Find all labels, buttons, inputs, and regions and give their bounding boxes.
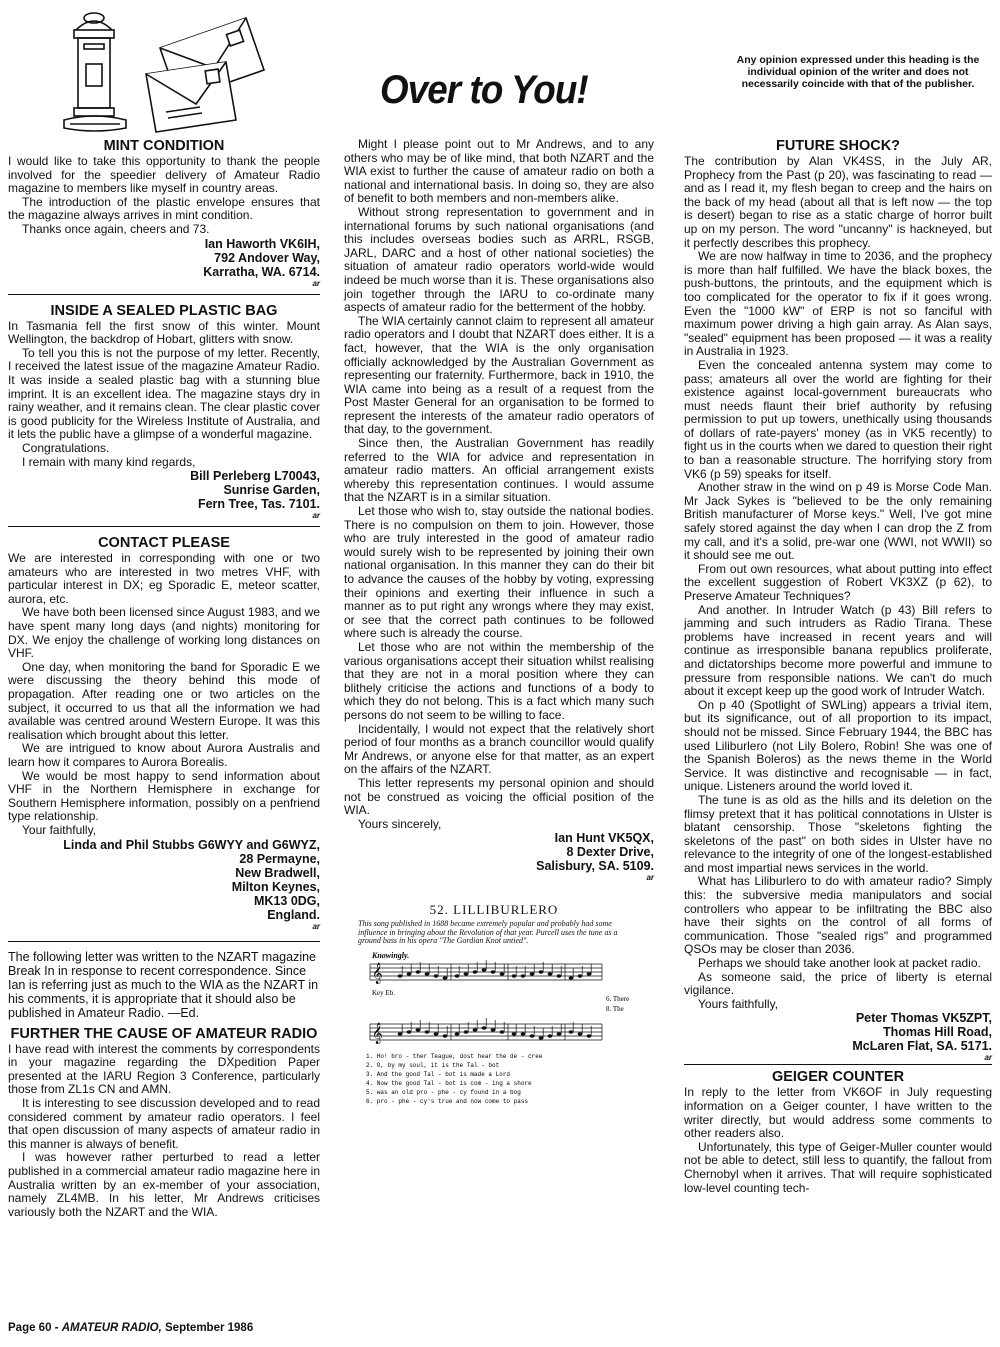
letter-paragraph: We have both been licensed since August 1983, and we have spent many long days (and nights) monitoring for DX. We enjoy the challenge of working long distances on VHF. bbox=[8, 605, 320, 661]
staff-1-notes bbox=[398, 960, 592, 980]
letter-title: MINT CONDITION bbox=[103, 138, 225, 154]
note-head bbox=[455, 1032, 460, 1036]
letter-paragraph: We are now halfway in time to 2036, and the prophecy is more than half fulfilled. We have the black boxes, the push-buttons, the printouts, and the equipment which is too complicated for the operator to fix if it goes wrong. Even the "1000 kW" of ERP is not so fanciful with maximum power driving a high gain array. As Alan says, "sealed" equipment has been proposed — it was a reality in Australia in 1923. bbox=[684, 249, 992, 359]
end-mark: ar bbox=[646, 873, 654, 883]
letter-paragraph: From out own resources, what about putting into effect the excellent suggestion of Robert VK3XZ (p 62), to Preserve Amateur Techniques? bbox=[684, 561, 992, 603]
verse-marker: 8. The bbox=[606, 1005, 624, 1014]
column-2 bbox=[344, 138, 654, 1144]
letter-mint-condition bbox=[8, 138, 320, 288]
letter-signature: Karratha, WA. 6714. bbox=[203, 264, 320, 279]
letter-paragraph: We are interested in corresponding with one or two amateurs who are interested in two metres VHF, with particular interest in DX; eg Sporadic E, meteor scatter, aurora, etc. bbox=[8, 551, 320, 606]
letter-paragraph: Your faithfully, bbox=[22, 822, 97, 837]
section-divider bbox=[8, 526, 320, 527]
letter-sealed-plastic-bag bbox=[8, 303, 320, 521]
letter-paragraph: To tell you this is not the purpose of my letter. Recently, I received the latest issue of the magazine Amateur Radio. It was inside a sealed plastic bag with a stunning blue imprint. It is an excellent idea. The magazine stays dry in rainy weather, and it remains clean. The clear plastic cover is good publicity for the Wireless Institute of Australia, and it lets the public have a glimpse of a wonderful magazine. bbox=[8, 345, 320, 442]
note-head bbox=[464, 1030, 469, 1034]
letter-signature: McLaren Flat, SA. 5171. bbox=[852, 1039, 992, 1054]
page-title: Over to You! bbox=[380, 68, 588, 112]
end-mark: ar bbox=[984, 1053, 992, 1063]
letter-paragraph: One day, when monitoring the band for Sporadic E we were discussing the theory behind this mode of propagation. After reading one or two articles on the subject, it occurred to us that all the information we had available was centred around Western Europe. It was this realisation which brought about this letter. bbox=[8, 659, 320, 742]
letter-paragraph: Another straw in the wind on p 49 is Morse Code Man. Mr Jack Sykes is "believed to be the only remaining British manufacturer of Morse keys." Well, I've got mine safely stored against the day when I can drop the Z from my call, and it's a solid, pre-war one (WWI, not WWII) so it should see me out. bbox=[684, 480, 992, 563]
letter-paragraph: We would be most happy to send information about VHF in the Northern Hemisphere in exchange for Southern Hemisphere information, possibly on a penfriend type relationship. bbox=[8, 768, 320, 824]
note-head bbox=[407, 1030, 412, 1034]
letter-signature: Fern Tree, Tas. 7101. bbox=[197, 497, 320, 512]
letter-paragraph: Unfortunately, this type of Geiger-Muller counter would not be able to detect, still less to quantify, the fallout from Chernobyl when it arrives. That will require sophisticated low-level counting tech- bbox=[684, 1139, 992, 1195]
letter-geiger-counter bbox=[684, 1069, 992, 1195]
note-head bbox=[587, 972, 592, 976]
letter-paragraph: In Tasmania fell the first snow of this winter. Mount Wellington, the backdrop of Hobart, glitters with snow. bbox=[8, 318, 320, 347]
note-head bbox=[557, 1032, 562, 1036]
note-head bbox=[587, 1034, 592, 1038]
letter-paragraph: It is interesting to see discussion developed and to read considered comment by amateur radio operators. I feel that open discussion of many aspects of amateur radio in this manner is always of benefit. bbox=[8, 1095, 320, 1151]
issue-date: September 1986 bbox=[165, 1322, 254, 1334]
end-mark: ar bbox=[312, 511, 320, 521]
letter-title: FURTHER THE CAUSE OF AMATEUR RADIO bbox=[10, 1025, 318, 1042]
letter-paragraph: Yours sincerely, bbox=[358, 816, 442, 831]
letter-paragraph: Let those who wish to, stay outside the national bodies. There is no compulsion on them to join. However, those who are truly interested in the good of amateur radio would surely wish to be represented by joining their own national organisation. In this manner they can do their bit to advance the causes of the hobby by voting, expressing their opinions and exerting their influence in such a manner as to put right any wrongs where they may exist, or see that the correct path continues to be followed where such is already the course. bbox=[344, 504, 654, 641]
letter-paragraph: The tune is as old as the hills and its deletion on the flimsy pretext that it has political connotations in Ulster is blatant censorship. Those "skeletons fighting the skeletons of the past" on both sides in Ulster have no relevance to the integrity of one of the longest-established and most impartial news services in the world. bbox=[684, 792, 992, 875]
note-head bbox=[569, 1030, 574, 1034]
note-head bbox=[512, 1032, 517, 1036]
note-head bbox=[473, 970, 478, 974]
song-lyrics bbox=[366, 1053, 543, 1105]
letter-paragraph: As someone said, the price of liberty is eternal vigilance. bbox=[684, 969, 992, 998]
editorial-disclaimer: Any opinion expressed under this heading is the individual opinion of the writer and does not necessarily coincide with that of the publisher. bbox=[736, 54, 980, 90]
note-head bbox=[443, 976, 448, 980]
staff-2-notes bbox=[398, 1018, 592, 1040]
note-head bbox=[539, 1036, 544, 1040]
note-head bbox=[557, 974, 562, 978]
lyric-line: 3. And the good Tal - bot is made a Lord bbox=[366, 1071, 511, 1079]
note-head bbox=[512, 974, 517, 978]
note-head bbox=[455, 974, 460, 978]
letter-signature: Linda and Phil Stubbs G6WYY and G6WYZ, bbox=[63, 837, 320, 852]
lilliburlero-sheet-music bbox=[344, 902, 644, 1144]
letter-paragraph: Let those who are not within the membership of the various organisations accept their situation whilst realising that they are not in a moral position where they can blithely criticise the actions and functions of a body to which they do not belong. This is a fact which many such persons do not seem to be willing to face. bbox=[344, 639, 654, 722]
letter-paragraph: Congratulations. bbox=[22, 440, 110, 455]
music-title: 52. LILLIBURLERO bbox=[429, 902, 559, 918]
column-3 bbox=[684, 138, 992, 1195]
letter-signature: England. bbox=[267, 907, 320, 922]
letter-paragraph: I was however rather perturbed to read a letter published in a commercial amateur radio magazine here in Australia written by an ex-member of your association, namely ZL4MB. In his letter, Mr Andrews criticises variously both the NZART and the WIA. bbox=[8, 1150, 320, 1219]
letter-paragraph: Yours faithfully, bbox=[698, 996, 779, 1011]
letter-paragraph: The WIA certainly cannot claim to represent all amateur radio operators and I doubt that NZART does either. It is a fact, however, that the WIA is the only organisation officially acknowledged by the Australian Government as representing our fraternity. Furthermore, back in 1910, the WIA came into being as a result of a request from the Post Master General for an organisation to be formed to represent the interests of the amateur radio operators of that day, to the government. bbox=[344, 313, 654, 437]
letter-paragraph: And another. In Intruder Watch (p 43) Bill refers to jamming and such intruders as Radio Tirana. These problems have increased in recent years and will continue as irresponsible banana republics proliferate, and dictatorships become more powerful and immune to pressure from responsible nations. We can't do much about it except keep up the good work of Intruder Watch. bbox=[684, 602, 992, 699]
note-head bbox=[482, 1026, 487, 1030]
note-head bbox=[578, 1032, 583, 1036]
page-header bbox=[0, 0, 1000, 140]
page-footer bbox=[8, 1322, 253, 1334]
letter-paragraph: I would like to take this opportunity to thank the people involved for the speedier delivery of Amateur Radio magazine to members like myself in country areas. bbox=[8, 154, 320, 196]
lyric-line: 6. pro - phe - cy's true and now come to pass bbox=[366, 1098, 529, 1106]
lyric-line: 2. O, by my soul, it is the Tal - bot bbox=[366, 1062, 500, 1070]
letter-paragraph: Perhaps we should take another look at packet radio. bbox=[698, 956, 981, 971]
treble-clef-icon: 𝄞 bbox=[372, 963, 383, 985]
section-divider bbox=[684, 1064, 992, 1065]
note-head bbox=[530, 972, 535, 976]
lyric-line: 4. Now the good Tal - bot is com - ing a shore bbox=[366, 1080, 532, 1088]
letter-signature: Ian Hunt VK5QX, bbox=[554, 831, 654, 846]
note-head bbox=[500, 1030, 505, 1034]
letter-paragraph: Might I please point out to Mr Andrews, and to any others who may be of like mind, that both NZART and the WIA exist to further the cause of amateur radio on both a national and international basis. In doing so, they are also of benefit to both members and non-members alike. bbox=[344, 137, 654, 206]
letter-paragraph: I remain with many kind regards, bbox=[22, 454, 196, 469]
note-head bbox=[434, 1032, 439, 1036]
note-head bbox=[473, 1028, 478, 1032]
letter-title: INSIDE A SEALED PLASTIC BAG bbox=[50, 302, 278, 319]
note-head bbox=[416, 1028, 421, 1032]
note-head bbox=[539, 970, 544, 974]
letter-title: CONTACT PLEASE bbox=[98, 535, 230, 552]
note-head bbox=[548, 972, 553, 976]
letter-paragraph: What has Liliburlero to do with amateur radio? Simply this: the subversive media manipulators and social controllers who appear to be infiltrating the BBC also have their sights on the control of all forms of communication. Those "sealed rigs" and programmed QSOs may be closer than 2036. bbox=[684, 874, 992, 957]
letter-paragraph: In reply to the letter from VK6OF in July requesting information on a Geiger counter, I have written to the writer directly, but would address some comments to other readers also. bbox=[684, 1085, 992, 1141]
note-head bbox=[407, 972, 412, 976]
note-head bbox=[425, 1030, 430, 1034]
note-head bbox=[416, 970, 421, 974]
letter-title: GEIGER COUNTER bbox=[771, 1069, 905, 1086]
letter-signature: New Bradwell, bbox=[235, 865, 320, 880]
end-mark: ar bbox=[312, 278, 320, 288]
magazine-name: AMATEUR RADIO, bbox=[61, 1322, 162, 1334]
postbox-and-envelopes-illustration bbox=[50, 8, 280, 136]
letter-signature: Thomas Hill Road, bbox=[882, 1025, 992, 1040]
letter-signature: Peter Thomas VK5ZPT, bbox=[855, 1011, 992, 1026]
letter-signature: 792 Andover Way, bbox=[214, 250, 320, 265]
letter-paragraph: I have read with interest the comments by correspondents in your magazine regarding the DXpedition Paper presented at the IARU Region 3 Conference, particularly those from ZL1s CN and AMN. bbox=[8, 1041, 320, 1097]
note-head bbox=[530, 1034, 535, 1038]
letter-signature: Salisbury, SA. 5109. bbox=[536, 859, 654, 874]
letter-signature: 28 Permayne, bbox=[239, 851, 320, 866]
note-head bbox=[491, 970, 496, 974]
tempo-marking: Knowingly. bbox=[372, 951, 410, 961]
note-head bbox=[443, 1034, 448, 1038]
letter-paragraph: We are intrigued to know about Aurora Australis and learn how it compares to Aurora Borealis. bbox=[8, 741, 320, 769]
letter-signature: 8 Dexter Drive, bbox=[566, 845, 654, 860]
note-head bbox=[482, 968, 487, 972]
editor-note bbox=[8, 950, 320, 1021]
note-head bbox=[425, 972, 430, 976]
letter-title: FUTURE SHOCK? bbox=[775, 138, 901, 154]
letter-signature: MK13 0DG, bbox=[254, 893, 320, 908]
treble-clef-icon: 𝄞 bbox=[372, 1023, 383, 1045]
editor-intro: The following letter was written to the NZART magazine Break In in response to recent correspondence. Since Ian is referring just as much to the WIA as the NZART in his comments, it is appropriate that it should also be published in Amateur Radio. —Ed. bbox=[8, 949, 319, 1021]
end-mark: ar bbox=[312, 921, 320, 931]
note-head bbox=[548, 1034, 553, 1038]
letter-future-shock bbox=[684, 138, 992, 1062]
letter-signature: Bill Perleberg L70043, bbox=[190, 469, 320, 484]
letter-paragraph: Since then, the Australian Government has readily referred to the WIA for advice and representation in amateur radio matters. An official arrangement exists whereby this representation continues. I would assume that the NZART is in a similar situation. bbox=[344, 436, 654, 505]
letter-further-the-cause bbox=[8, 1027, 320, 1220]
letter-paragraph: The introduction of the plastic envelope ensures that the magazine always arrives in mint condition. bbox=[8, 194, 320, 223]
letter-paragraph: Without strong representation to government and in international forums by such national organisations (and this includes overseas bodies such as ARRL, RSGB, JARL, DARC and a host of other national societies) the situation of amateur radio operators world-wide would indeed be much worse than it is. These organisations also join together through the IARU to co-ordinate many aspects of amateur radio for the betterment of the hobby. bbox=[344, 204, 654, 315]
note-head bbox=[434, 974, 439, 978]
letter-contact-please bbox=[8, 535, 320, 930]
note-head bbox=[398, 974, 403, 978]
key-signature: Key Eb. bbox=[372, 989, 395, 998]
note-head bbox=[464, 972, 469, 976]
page-number: Page 60 - bbox=[8, 1322, 59, 1334]
music-caption: This song published in 1688 became extremely popular and probably had some influence in bringing about the Revolution of that year. Purcell uses the tune as a ground bass in his opera "The Gordian Knot untied". bbox=[358, 919, 618, 946]
lyric-line: 5. was an old pro - phe - cy found in a bog bbox=[366, 1089, 521, 1097]
note-head bbox=[569, 976, 574, 980]
letter-signature: Ian Haworth VK6IH, bbox=[204, 236, 320, 251]
section-divider bbox=[8, 941, 320, 942]
letter-signature: Milton Keynes, bbox=[231, 879, 320, 894]
verse-marker: 6. There bbox=[606, 995, 630, 1004]
lyric-line: 1. Ho! bro - ther Teague, dost hear the de - cree bbox=[366, 1053, 543, 1061]
letter-paragraph: The contribution by Alan VK4SS, in the July AR, Prophecy from the Past (p 20), was fascinating to read — and as I read it, my flesh began to creep and the hairs on the back of my head (about all that is left now — the top is desert) began to rise as a static charge of horror built up on my person. The word "uncanny" is hackneyed, but it perfectly describes this prophecy. bbox=[684, 154, 992, 250]
letter-paragraph: Thanks once again, cheers and 73. bbox=[22, 221, 210, 236]
note-head bbox=[500, 972, 505, 976]
note-head bbox=[398, 1032, 403, 1036]
note-head bbox=[521, 1032, 526, 1036]
letter-paragraph: On p 40 (Spotlight of SWLing) appears a trivial item, but its significance, out of all proportion to its impact, should not be missed. Since February 1944, the BBC has used Liliburlero (not Lily Bolero, Robin! She was one of the Spanish Boleros) as the news theme in the World Service. It was distinctive and recognisable — in fact, unique. Listeners around the world loved it. bbox=[684, 697, 992, 794]
music-staves bbox=[344, 946, 644, 1116]
note-head bbox=[521, 974, 526, 978]
section-divider bbox=[8, 294, 320, 295]
letter-paragraph: This letter represents my personal opinion and should not be construed as voicing the official position of the WIA. bbox=[344, 775, 654, 818]
letter-paragraph: Incidentally, I would not expect that the relatively short period of four months as a branch councillor would qualify Mr Andrews, or anyone else for that matter, as an expert on the affairs of the NZART. bbox=[344, 721, 654, 777]
note-head bbox=[491, 1028, 496, 1032]
letter-paragraph: Even the concealed antenna system may come to pass; amateurs all over the world are fighting for their existence against local-government bureaucrats who must needs flaunt their brief authority by refusing permission to put up towers, unethically using thousands of dollars of rate-payers' money (as in VK5 recently) to fight us in the courts when we dared to question their right to ban a reasonable structure. The horrifying story from VK6 (p 59) speaks for itself. bbox=[684, 357, 992, 481]
note-head bbox=[578, 974, 583, 978]
letter-signature: Sunrise Garden, bbox=[223, 483, 320, 498]
column-1 bbox=[8, 138, 320, 1219]
